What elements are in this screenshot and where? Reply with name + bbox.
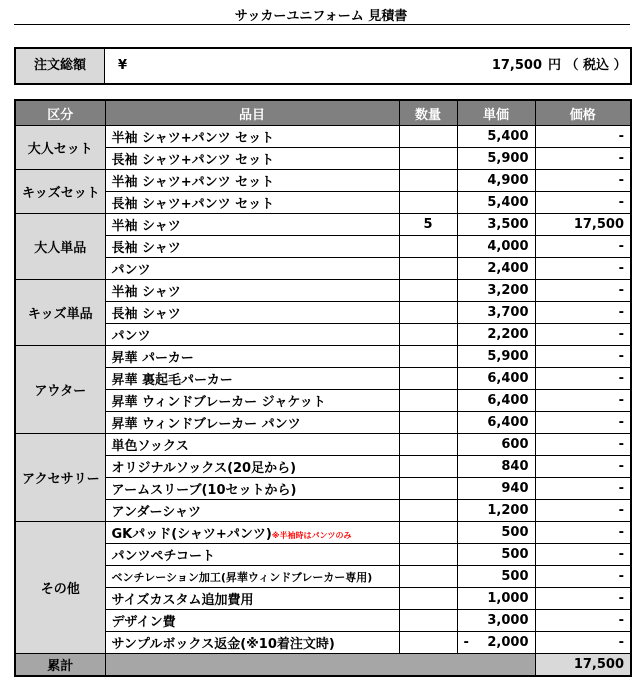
quantity-cell <box>399 126 457 148</box>
item-cell <box>105 368 399 390</box>
table-row <box>15 236 631 258</box>
item-cell <box>105 214 399 236</box>
table-row <box>15 456 631 478</box>
unit-price-cell: 2,200 <box>457 324 535 346</box>
price-cell: - <box>535 632 631 654</box>
table-body <box>15 126 631 654</box>
price-cell: - <box>535 434 631 456</box>
table-row <box>15 544 631 566</box>
unit-price-cell: 4,000 <box>457 236 535 258</box>
price-cell: 17,500 <box>535 214 631 236</box>
item-name: サンプルボックス返金(※10着注文時) <box>111 637 335 652</box>
category-cell: 大人単品 <box>15 214 105 280</box>
unit-price-cell: 6,400 <box>457 390 535 412</box>
item-name: 昇華 パーカー <box>111 351 194 366</box>
item-cell <box>105 566 399 588</box>
item-cell <box>105 478 399 500</box>
item-name: サイズカスタム追加費用 <box>111 593 254 608</box>
item-name: 単色ソックス <box>111 439 189 454</box>
item-cell <box>105 148 399 170</box>
quantity-cell <box>399 148 457 170</box>
price-cell: - <box>535 500 631 522</box>
unit-price-cell: 3,000 <box>457 610 535 632</box>
item-note: ※半袖時はパンツのみ <box>271 531 352 540</box>
price-cell: - <box>535 236 631 258</box>
item-cell <box>105 258 399 280</box>
table-row <box>15 390 631 412</box>
quantity-cell <box>399 412 457 434</box>
table-row <box>15 324 631 346</box>
price-cell: - <box>535 544 631 566</box>
item-cell <box>105 390 399 412</box>
table-row <box>15 610 631 632</box>
category-cell: 大人セット <box>15 126 105 170</box>
quantity-cell <box>399 390 457 412</box>
price-cell: - <box>535 324 631 346</box>
quantity-cell <box>399 522 457 544</box>
price-cell: - <box>535 368 631 390</box>
price-cell: - <box>535 126 631 148</box>
table-row <box>15 500 631 522</box>
table-row <box>15 192 631 214</box>
item-cell <box>105 170 399 192</box>
table-row <box>15 434 631 456</box>
table-row <box>15 148 631 170</box>
unit-price-cell: 5,900 <box>457 148 535 170</box>
quantity-cell <box>399 192 457 214</box>
table-row <box>15 368 631 390</box>
title-underline <box>14 24 630 25</box>
order-total-box <box>14 47 632 85</box>
total-row-label: 累計 <box>15 654 105 677</box>
table-row <box>15 566 631 588</box>
unit-price-cell: 2,400 <box>457 258 535 280</box>
quantity-cell <box>399 258 457 280</box>
item-name: デザイン費 <box>111 615 176 630</box>
unit-price-cell: 940 <box>457 478 535 500</box>
table-row <box>15 258 631 280</box>
price-cell: - <box>535 302 631 324</box>
item-name: 長袖 シャツ+パンツ セット <box>111 197 275 212</box>
item-name: アンダーシャツ <box>111 505 201 520</box>
quantity-cell <box>399 368 457 390</box>
quantity-cell <box>399 478 457 500</box>
item-name: アームスリーブ(10セットから) <box>111 483 297 498</box>
quantity-cell <box>399 302 457 324</box>
quantity-cell <box>399 280 457 302</box>
item-name: パンツ <box>111 263 151 278</box>
table-row <box>15 412 631 434</box>
order-total-amount: 17,500 <box>491 58 542 73</box>
item-name: GKパッド(シャツ+パンツ) <box>111 527 272 542</box>
unit-price-cell: 500 <box>457 544 535 566</box>
total-row-price: 17,500 <box>535 654 631 677</box>
unit-price-cell: 500 <box>457 522 535 544</box>
price-cell: - <box>535 148 631 170</box>
item-name: パンツペチコート <box>111 549 215 564</box>
unit-price-cell <box>457 632 535 654</box>
item-name: 半袖 シャツ+パンツ セット <box>111 131 275 146</box>
item-cell <box>105 434 399 456</box>
table-row <box>15 280 631 302</box>
quantity-cell <box>399 324 457 346</box>
item-name: 長袖 シャツ+パンツ セット <box>111 153 275 168</box>
quantity-cell <box>399 456 457 478</box>
item-cell <box>105 302 399 324</box>
item-name: ベンチレーション加工(昇華ウィンドブレーカー専用) <box>111 570 373 584</box>
price-cell: - <box>535 346 631 368</box>
quantity-cell <box>399 632 457 654</box>
item-name: 長袖 シャツ <box>111 241 181 256</box>
category-cell: キッズセット <box>15 170 105 214</box>
item-name: パンツ <box>111 329 151 344</box>
item-cell <box>105 588 399 610</box>
price-cell: - <box>535 456 631 478</box>
unit-price-cell: 5,900 <box>457 346 535 368</box>
price-cell: - <box>535 412 631 434</box>
item-cell <box>105 544 399 566</box>
item-cell <box>105 610 399 632</box>
item-name: 半袖 シャツ+パンツ セット <box>111 175 275 190</box>
price-cell: - <box>535 192 631 214</box>
price-cell: - <box>535 390 631 412</box>
item-name: 昇華 ウィンドブレーカー パンツ <box>111 417 301 432</box>
item-name: 長袖 シャツ <box>111 307 181 322</box>
quantity-cell <box>399 610 457 632</box>
item-cell <box>105 236 399 258</box>
unit-price-cell: 5,400 <box>457 192 535 214</box>
table-row <box>15 170 631 192</box>
price-cell: - <box>535 566 631 588</box>
unit-price-cell: 3,700 <box>457 302 535 324</box>
item-name: 半袖 シャツ <box>111 219 181 234</box>
table-row <box>15 346 631 368</box>
yen-symbol: ¥ <box>118 58 128 73</box>
item-cell <box>105 126 399 148</box>
item-name: 昇華 ウィンドブレーカー ジャケット <box>111 395 326 410</box>
quantity-cell <box>399 544 457 566</box>
page-title: サッカーユニフォーム 見積書 <box>234 9 408 24</box>
price-cell: - <box>535 522 631 544</box>
minus-sign: - <box>463 635 469 650</box>
table-header-row <box>15 100 631 126</box>
price-cell: - <box>535 610 631 632</box>
category-cell: その他 <box>15 522 105 654</box>
header-unit-price: 単価 <box>457 100 535 126</box>
item-cell <box>105 192 399 214</box>
table-row <box>15 478 631 500</box>
item-name: オリジナルソックス(20足から) <box>111 461 297 476</box>
item-cell <box>105 412 399 434</box>
item-cell <box>105 324 399 346</box>
item-cell <box>105 346 399 368</box>
table-row <box>15 302 631 324</box>
order-total-label: 注文総額 <box>16 49 105 83</box>
quantity-cell <box>399 170 457 192</box>
price-cell: - <box>535 258 631 280</box>
total-row <box>15 654 631 677</box>
table-row <box>15 522 631 544</box>
price-cell: - <box>535 280 631 302</box>
unit-price-cell: 600 <box>457 434 535 456</box>
quantity-cell <box>399 566 457 588</box>
header-category: 区分 <box>15 100 105 126</box>
item-cell <box>105 522 399 544</box>
quantity-cell <box>399 588 457 610</box>
item-name: 半袖 シャツ <box>111 285 181 300</box>
price-cell: - <box>535 588 631 610</box>
table-row <box>15 588 631 610</box>
table-row <box>15 126 631 148</box>
unit-price-cell: 840 <box>457 456 535 478</box>
quantity-cell <box>399 434 457 456</box>
category-cell: キッズ単品 <box>15 280 105 346</box>
quantity-cell <box>399 346 457 368</box>
item-cell <box>105 632 399 654</box>
header-price: 価格 <box>535 100 631 126</box>
unit-price-cell: 1,200 <box>457 500 535 522</box>
category-cell: アウター <box>15 346 105 434</box>
header-item: 品目 <box>105 100 399 126</box>
unit-price-cell: 4,900 <box>457 170 535 192</box>
quantity-cell: 5 <box>399 214 457 236</box>
unit-price-cell: 1,000 <box>457 588 535 610</box>
unit-price-cell: 3,500 <box>457 214 535 236</box>
unit-price-cell: 5,400 <box>457 126 535 148</box>
unit-price-cell: 3,200 <box>457 280 535 302</box>
item-cell <box>105 456 399 478</box>
table-row <box>15 632 631 654</box>
item-name: 昇華 裏起毛パーカー <box>111 373 233 388</box>
price-cell: - <box>535 478 631 500</box>
price-cell: - <box>535 170 631 192</box>
unit-price-cell: 6,400 <box>457 412 535 434</box>
header-quantity: 数量 <box>399 100 457 126</box>
quantity-cell <box>399 236 457 258</box>
quantity-cell <box>399 500 457 522</box>
item-cell <box>105 280 399 302</box>
unit-price-cell: 6,400 <box>457 368 535 390</box>
category-cell: アクセサリー <box>15 434 105 522</box>
table-row <box>15 214 631 236</box>
total-row-spacer <box>105 654 535 677</box>
item-cell <box>105 500 399 522</box>
estimate-table <box>14 99 632 677</box>
unit-price-value: 2,000 <box>487 635 529 650</box>
unit-price-cell: 500 <box>457 566 535 588</box>
order-total-unit: 円 （ 税込 ） <box>548 58 627 73</box>
